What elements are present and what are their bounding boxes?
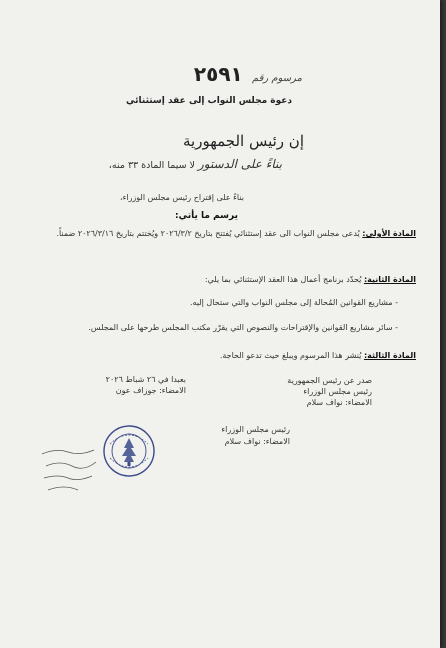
issued-by: صدر عن رئيس الجمهورية (287, 376, 372, 385)
article-1 (16, 227, 416, 241)
article-2 (205, 275, 416, 284)
article-1-text: يُدعى مجلس النواب الى عقد إستثنائي يُفتتح بتاريخ ٢٠٢٦/٣/٢ ويُختتم بتاريخ ٢٠٢٦/٣/١٦ ضمناً. (56, 229, 360, 238)
president-signature: الامضاء: جوزاف عون (115, 386, 186, 395)
decree-number-value: ٢٥٩١ (193, 62, 243, 86)
pm-title: رئيس مجلس الوزراء (221, 425, 290, 434)
decree-label: مرسوم رقم (251, 73, 302, 84)
proposal-line: بناءً على إقتراح رئيس مجلس الوزراء، (120, 193, 244, 202)
handwritten-scribble-icon (38, 440, 100, 496)
issued-pm-title: رئيس مجلس الوزراء (303, 387, 372, 396)
constitution-calligraphy: بناءً على الدستور (198, 157, 282, 171)
baabda-signature-block (66, 374, 186, 396)
official-seal-icon (102, 424, 156, 478)
article-3 (220, 351, 416, 360)
pm-signature: الامضاء: نواف سلام (224, 437, 290, 446)
president-heading: إن رئيس الجمهورية (182, 132, 304, 150)
baabda-date: بعبدا في ٢٦ شباط ٢٠٢٦ (105, 375, 186, 384)
issued-signature-block (262, 375, 372, 408)
article-1-label: المادة الأولى: (362, 229, 416, 238)
issued-pm-signature: الامضاء: نواف سلام (306, 398, 372, 407)
article-3-text: يُنشر هذا المرسوم ويبلغ حيث تدعو الحاجة. (219, 351, 362, 360)
decree-subject: دعوة مجلس النواب إلى عقد إستثنائي (126, 96, 292, 106)
agenda-item-1: - مشاريع القوانين المُحالة إلى مجلس النواب والتي ستحال إليه. (189, 298, 398, 307)
agenda-item-2: - سائر مشاريع القوانين والإقتراحات والنصوص التي يقرّر مكتب المجلس طرحها على المجلس. (88, 323, 398, 332)
constitution-line (109, 157, 282, 171)
article-2-text: يُحدّد برنامج أعمال هذا العقد الإستثنائي بما يلي: (204, 275, 362, 284)
article-2-label: المادة الثانية: (363, 275, 416, 284)
decrees-line: يرسم ما يأتي: (175, 211, 238, 221)
constitution-rest: لا سيما المادة ٣٣ منه، (108, 160, 195, 171)
article-3-label: المادة الثالثة: (363, 351, 416, 360)
decree-number (194, 62, 302, 86)
pm-signature-block (180, 424, 290, 448)
